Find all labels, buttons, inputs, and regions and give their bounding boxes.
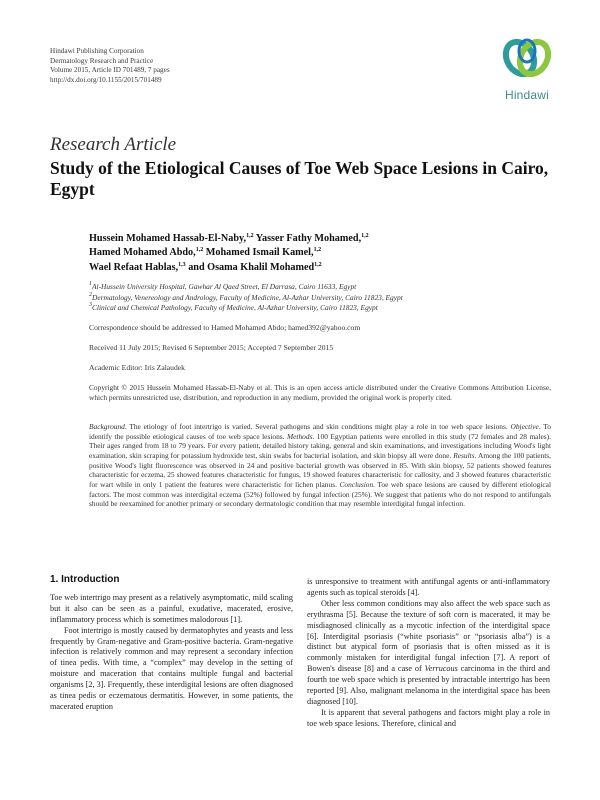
abstract-label-methods: Methods (287, 431, 313, 441)
affiliation-item (89, 282, 559, 293)
body-column-left (50, 575, 293, 713)
abstract (89, 422, 551, 509)
abstract-methods: . 100 Egyptian patients were enrolled in this study (72 females and 28 males). Their ages ranged from 18 to 79 years. For every patient, detailed history taking, general and skin examinations, and investigations including Wood's light examination, skin scraping for potassium hydroxide test, skin swabs for bacterial isolation, and skin biopsy all were done. (89, 431, 551, 460)
author-affil-ref: 1,2 (314, 261, 322, 268)
affiliation-number: 2 (89, 291, 92, 298)
body-text: carcinoma in the third and fourth toe web space which is presented by intractable intertrigo has been reported [9]. Also, malignant melanoma in the interdigital space has been diagnosed [10]. (307, 664, 550, 706)
affiliation-text: Clinical and Chemical Pathology, Faculty of Medicine, Al-Azhar University, Cairo 11823, Egypt (92, 303, 378, 312)
author-name: Hamed Mohamed Abdo, (89, 247, 196, 259)
correspondence-note: Correspondence should be addressed to Hamed Mohamed Abdo; hamed392@yahoo.com (89, 323, 361, 332)
body-text: Other less common conditions may also affect the web space such as erythrasma [5]. Because the texture of soft corn is macerated, it may be misdiagnosed clinically as a mycotic infection of the interdigital space [6]. Interdigital psoriasis (“white psoriasis” or “psoriasis alba”) is a distinct but atypical form of psoriasis that is often missed as it is commonly mistaken for interdigital fungal infection [7]. A report of Bowen's disease [8] and a case of (307, 598, 550, 674)
author-affil-ref: 1,2 (361, 233, 369, 239)
author-affil-ref: 1,3 (178, 261, 186, 268)
copyright-notice: Copyright © 2015 Hussein Mohamed Hassab-El-Naby et al. This is an open access article distributed under the Creative Commons Attribution License, which permits unrestricted use, distribution, and reproduction in any medium, provided the original work is properly cited. (89, 383, 551, 402)
abstract-conclusion: . Toe web space lesions are caused by different etiological factors. The most common was interdigital eczema (52%) followed by fungal infection (25%). We suggest that patients who do not respond to antifungals should be reexamined for another primary or secondary dermatologic condition that may resemble interdigital fungal infection. (89, 479, 552, 509)
body-paragraph: Foot intertrigo is mostly caused by dermatophytes and yeasts and less frequently by Gram-negative and Gram-positive bacteria. Gram-negative infection is relatively common and may represent a secondary infection of tinea pedis. With time, a “complex” may develop in the setting of moisture and maceration that contains multiple fungal and bacterial organisms [2, 3]. Frequently, these interdigital lesions are often diagnosed as tinea pedis or eczematous dermatitis. However, in some patients, the macerated eruption (50, 625, 293, 711)
article-type: Research Article (50, 134, 177, 155)
author-affil-ref: 1,2 (246, 233, 254, 239)
author-list (89, 232, 559, 275)
author-name: and Osama Khalil Mohamed (188, 261, 315, 273)
affiliation-text: Dermatology, Venereology and Andrology, Faculty of Medicine, Al-Azhar University, Cairo 11823, Egypt (92, 292, 403, 302)
body-text-italic: Verrucous (424, 664, 458, 674)
abstract-label-background: Background (89, 422, 125, 431)
author-name: Hussein Mohamed Hassab-El-Naby, (89, 233, 247, 244)
doi-link[interactable]: http://dx.doi.org/10.1155/2015/701489 (50, 75, 162, 84)
affiliation-number: 1 (89, 281, 92, 287)
body-paragraph (307, 599, 550, 708)
abstract-label-results: Results (453, 450, 475, 460)
logo-wordmark: Hindawi (504, 88, 550, 102)
hindawi-logo-icon (499, 18, 555, 86)
journal-name: Dermatology Research and Practice (50, 56, 154, 65)
affiliation-text: Al-Hussein University Hospital, Gawhar Al Qaed Street, El Darrasa, Cairo 11633, Egypt (92, 282, 357, 291)
academic-editor: Academic Editor: Iris Zalaudek (89, 363, 185, 372)
body-column-right (307, 577, 550, 730)
abstract-label-objective: Objective (510, 422, 539, 431)
publisher-name: Hindawi Publishing Corporation (50, 47, 144, 55)
affiliation-item (89, 293, 559, 304)
abstract-background: . The etiology of foot intertrigo is varied. Several pathogens and skin conditions might play a role in toe web space lesions. (124, 422, 511, 431)
body-paragraph: is unresponsive to treatment with antifungal agents or anti-inflammatory agents such as topical steroids [4]. (307, 577, 550, 597)
body-paragraph: Toe web intertrigo may present as a relatively asymptomatic, mild scaling but it also can be seen as a painful, exudative, macerated, erosive, inflammatory process which is sometimes malodorous [1]. (50, 592, 293, 624)
author-name: Wael Refaat Hablas, (89, 261, 179, 273)
abstract-label-conclusion: Conclusion (339, 479, 374, 489)
abstract-results: . Among the 100 patients, positive Wood's light fluorescence was observed in 24 and positive bacterial growth was observed in 85. With skin biopsy, 52 patients showed features characteristic for eczema, 25 showed features characteristic for fungus, 19 showed features characteristic for callosity, and 3 showed features characteristic for wart while in only 1 patient the features were characteristic for lichen planus. (89, 450, 552, 489)
volume-info: Volume 2015, Article ID 701489, 7 pages (50, 66, 170, 75)
article-dates: Received 11 July 2015; Revised 6 September 2015; Accepted 7 September 2015 (89, 343, 334, 352)
author-affil-ref: 1,2 (313, 247, 322, 254)
author-name: Mohamed Ismail Kamel, (205, 247, 314, 259)
body-paragraph: It is apparent that several pathogens and factors might play a role in toe web space lesions. Therefore, clinical and (307, 707, 550, 728)
affiliation-number: 3 (89, 302, 92, 308)
article-title: Study of the Etiological Causes of Toe Web Space Lesions in Cairo, Egypt (50, 158, 549, 199)
author-affil-ref: 1,2 (195, 247, 204, 254)
journal-header (50, 47, 350, 85)
affiliation-item (89, 303, 559, 314)
section-heading-introduction: 1. Introduction (50, 574, 120, 585)
hindawi-logo (499, 18, 555, 108)
abstract-objective: . To identify the possible etiological causes of toe web space lesions. (89, 422, 551, 441)
author-name: Yasser Fathy Mohamed, (255, 233, 362, 244)
affiliation-list (89, 282, 559, 314)
